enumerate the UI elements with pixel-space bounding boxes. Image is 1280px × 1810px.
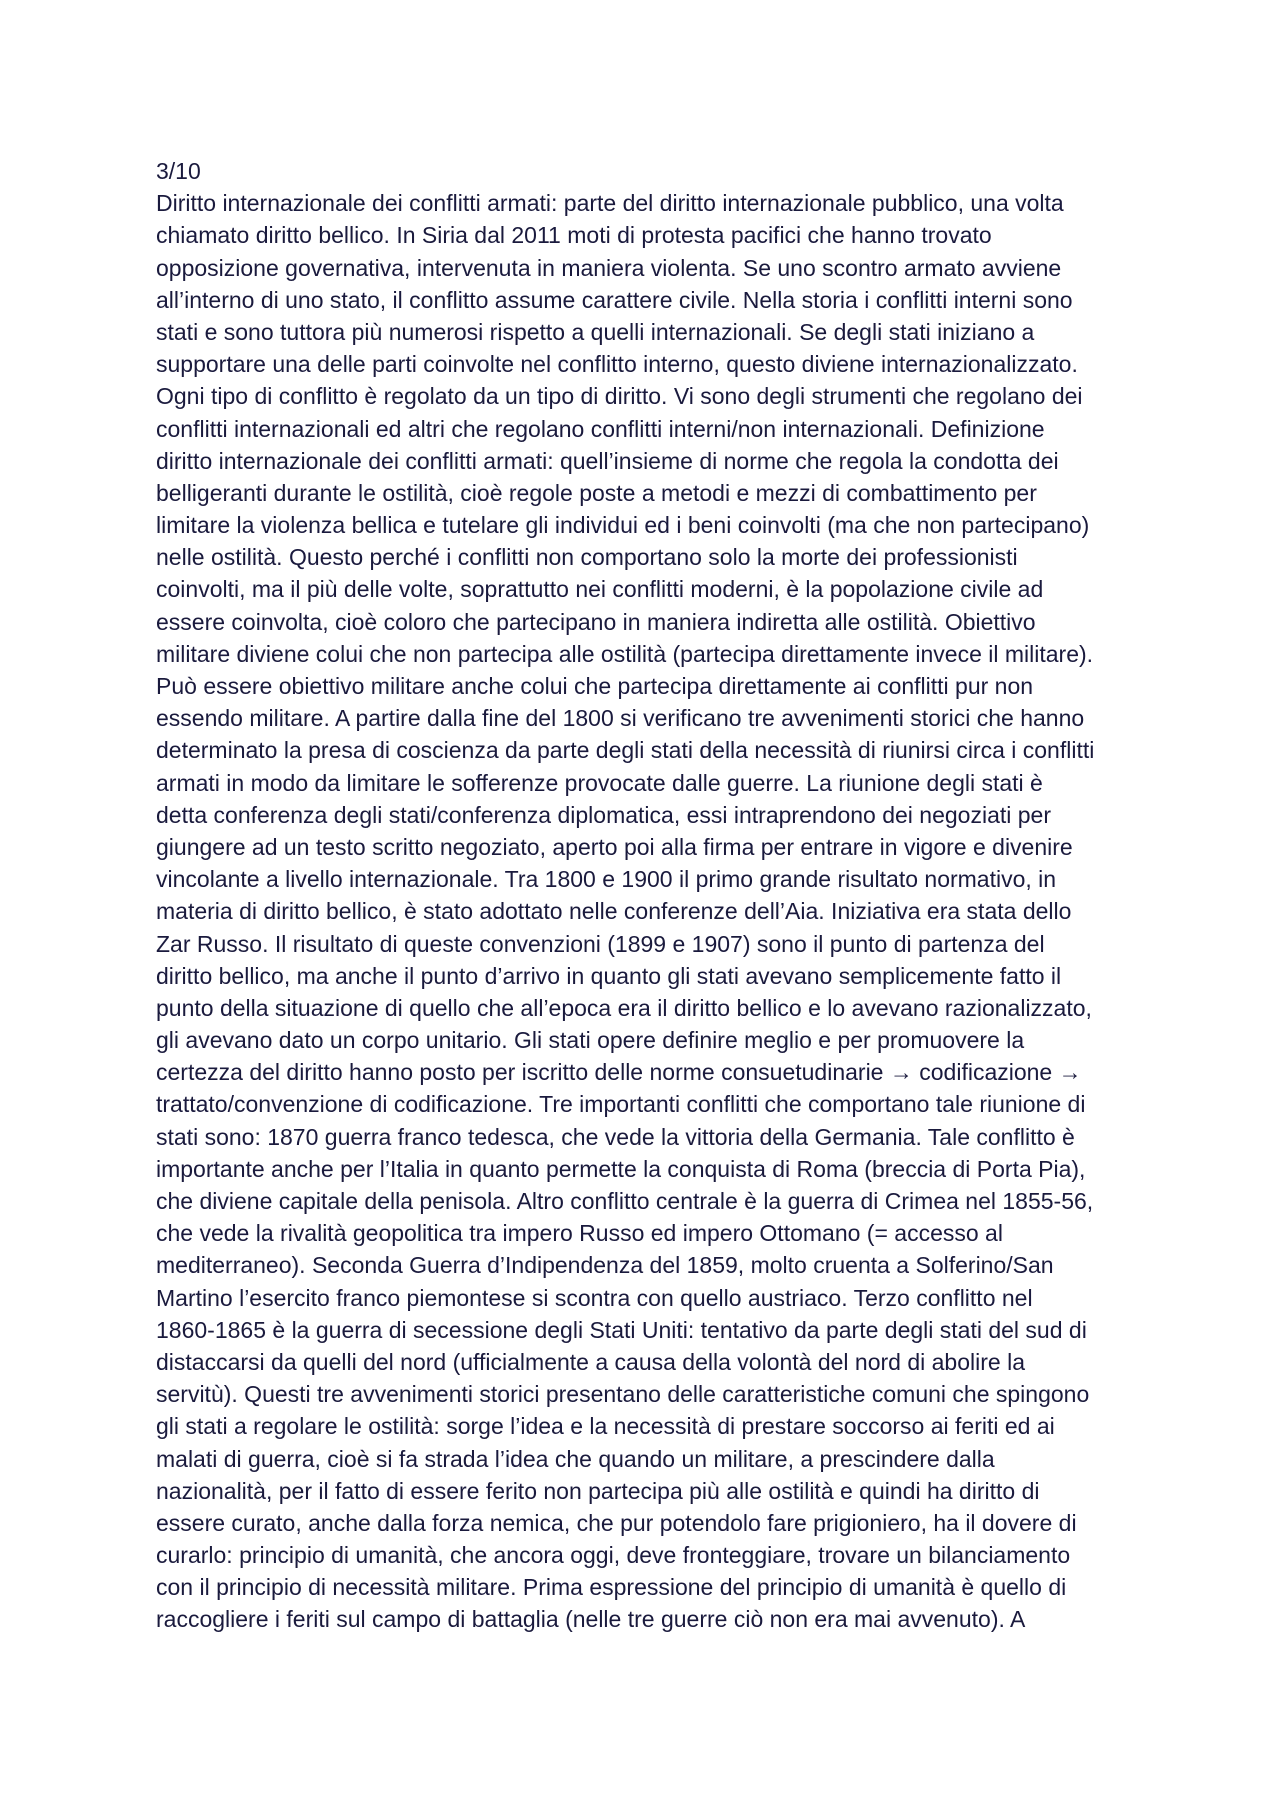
text-line: limitare la violenza bellica e tutelare gli individui ed i beni coinvolti (ma che non partecipano) [156,512,1090,539]
text-line: trattato/convenzione di codificazione. Tre importanti conflitti che comportano tale riunione di [156,1091,1086,1118]
text-line: chiamato diritto bellico. In Siria dal 2011 moti di protesta pacifici che hanno trovato [156,222,992,249]
text-line: malati di guerra, cioè si fa strada l’idea che quando un militare, a prescindere dalla [156,1445,995,1472]
text-line: diritto bellico, ma anche il punto d’arrivo in quanto gli stati avevano semplicemente fatto il [156,962,1062,989]
text-line: certezza del diritto hanno posto per iscritto delle norme consuetudinarie → codificazione → [156,1059,1082,1086]
text-line: Martino l’esercito franco piemontese si scontra con quello austriaco. Terzo conflitto nel [156,1284,1033,1311]
text-line: che vede la rivalità geopolitica tra impero Russo ed impero Ottomano (= accesso al [156,1220,1003,1247]
text-line: distaccarsi da quelli del nord (ufficialmente a causa della volontà del nord di abolire la [156,1348,1025,1375]
text-line: Può essere obiettivo militare anche colui che partecipa direttamente ai conflitti pur non [156,673,1034,699]
text-line: detta conferenza degli stati/conferenza diplomatica, essi intraprendono dei negoziati per [156,801,1052,828]
text-line: supportare una delle parti coinvolte nel conflitto interno, questo diviene internazionalizzato. [156,351,1078,378]
text-line: gli avevano dato un corpo unitario. Gli stati opere definire meglio e per promuovere la [156,1027,1025,1054]
text-line: Ogni tipo di conflitto è regolato da un tipo di diritto. Vi sono degli strumenti che regolano dei [156,383,1083,410]
text-line: punto della situazione di quello che all’epoca era il diritto bellico e lo avevano razionalizzato, [156,994,1092,1021]
text-line: stati e sono tuttora più numerosi rispetto a quelli internazionali. Se degli stati iniziano a [156,318,1035,345]
text-line: belligeranti durante le ostilità, cioè regole poste a metodi e mezzi di combattimento per [156,479,1037,506]
paragraph [156,187,1146,1635]
text-line: determinato la presa di coscienza da parte degli stati della necessità di riunirsi circa i conflitti [156,737,1095,764]
text-line: curarlo: principio di umanità, che ancora oggi, deve fronteggiare, trovare un bilanciamento [156,1542,1071,1569]
text-line: con il principio di necessità militare. Prima espressione del principio di umanità è quello di [156,1574,1067,1601]
text-line: essere coinvolta, cioè coloro che partecipano in maniera indiretta alle ostilità. Obiettivo [156,608,1036,635]
text-line: essendo militare. A partire dalla fine del 1800 si verificano tre avvenimenti storici che hanno [156,705,1085,732]
text-line: 1860-1865 è la guerra di secessione degli Stati Uniti: tentativo da parte degli stati del sud di [156,1316,1087,1343]
text-line: giungere ad un testo scritto negoziato, aperto poi alla firma per entrare in vigore e divenire [156,833,1073,860]
text-line: che diviene capitale della penisola. Altro conflitto centrale è la guerra di Crimea nel 1855-56, [156,1188,1094,1214]
text-line: stati sono: 1870 guerra franco tedesca, che vede la vittoria della Germania. Tale conflitto è [156,1123,1075,1150]
text-line: vincolante a livello internazionale. Tra 1800 e 1900 il primo grande risultato normativo, in [156,866,1057,893]
text-line: Zar Russo. Il risultato di queste convenzioni (1899 e 1907) sono il punto di partenza del [156,930,1045,957]
text-line: militare diviene colui che non partecipa alle ostilità (partecipa direttamente invece il militare). [156,640,1094,667]
text-line: servitù). Questi tre avvenimenti storici presentano delle caratteristiche comuni che spingono [156,1381,1090,1408]
text-line: importante anche per l’Italia in quanto permette la conquista di Roma (breccia di Porta Pia), [156,1155,1086,1182]
document-body [156,155,1146,1636]
text-line: nazionalità, per il fatto di essere ferito non partecipa più alle ostilità e quindi ha diritto di [156,1477,1040,1504]
text-line: gli stati a regolare le ostilità: sorge l’idea e la necessità di prestare soccorso ai feriti ed ai [156,1413,1055,1440]
text-line: Diritto internazionale dei conflitti armati: parte del diritto internazionale pubblico, una volta [156,190,1064,217]
text-line: all’interno di uno stato, il conflitto assume carattere civile. Nella storia i conflitti interni sono [156,286,1073,313]
text-line: opposizione governativa, intervenuta in maniera violenta. Se uno scontro armato avviene [156,254,1062,281]
text-line: raccogliere i feriti sul campo di battaglia (nelle tre guerre ciò non era mai avvenuto). A [156,1606,1026,1633]
page-label: 3/10 [156,158,201,184]
text-line: essere curato, anche dalla forza nemica, che pur potendolo fare prigioniero, ha il dovere di [156,1509,1077,1536]
text-line: coinvolti, ma il più delle volte, soprattutto nei conflitti moderni, è la popolazione civile ad [156,576,1044,603]
text-line: materia di diritto bellico, è stato adottato nelle conferenze dell’Aia. Iniziativa era stata dello [156,898,1072,925]
text-line: conflitti internazionali ed altri che regolano conflitti interni/non internazionali. Definizione [156,415,1045,442]
text-line: nelle ostilità. Questo perché i conflitti non comportano solo la morte dei professionisti [156,544,1018,571]
text-line: armati in modo da limitare le sofferenze provocate dalle guerre. La riunione degli stati è [156,769,1043,796]
text-line: diritto internazionale dei conflitti armati: quell’insieme di norme che regola la condotta dei [156,447,1059,474]
text-line: mediterraneo). Seconda Guerra d’Indipendenza del 1859, molto cruenta a Solferino/San [156,1252,1054,1279]
